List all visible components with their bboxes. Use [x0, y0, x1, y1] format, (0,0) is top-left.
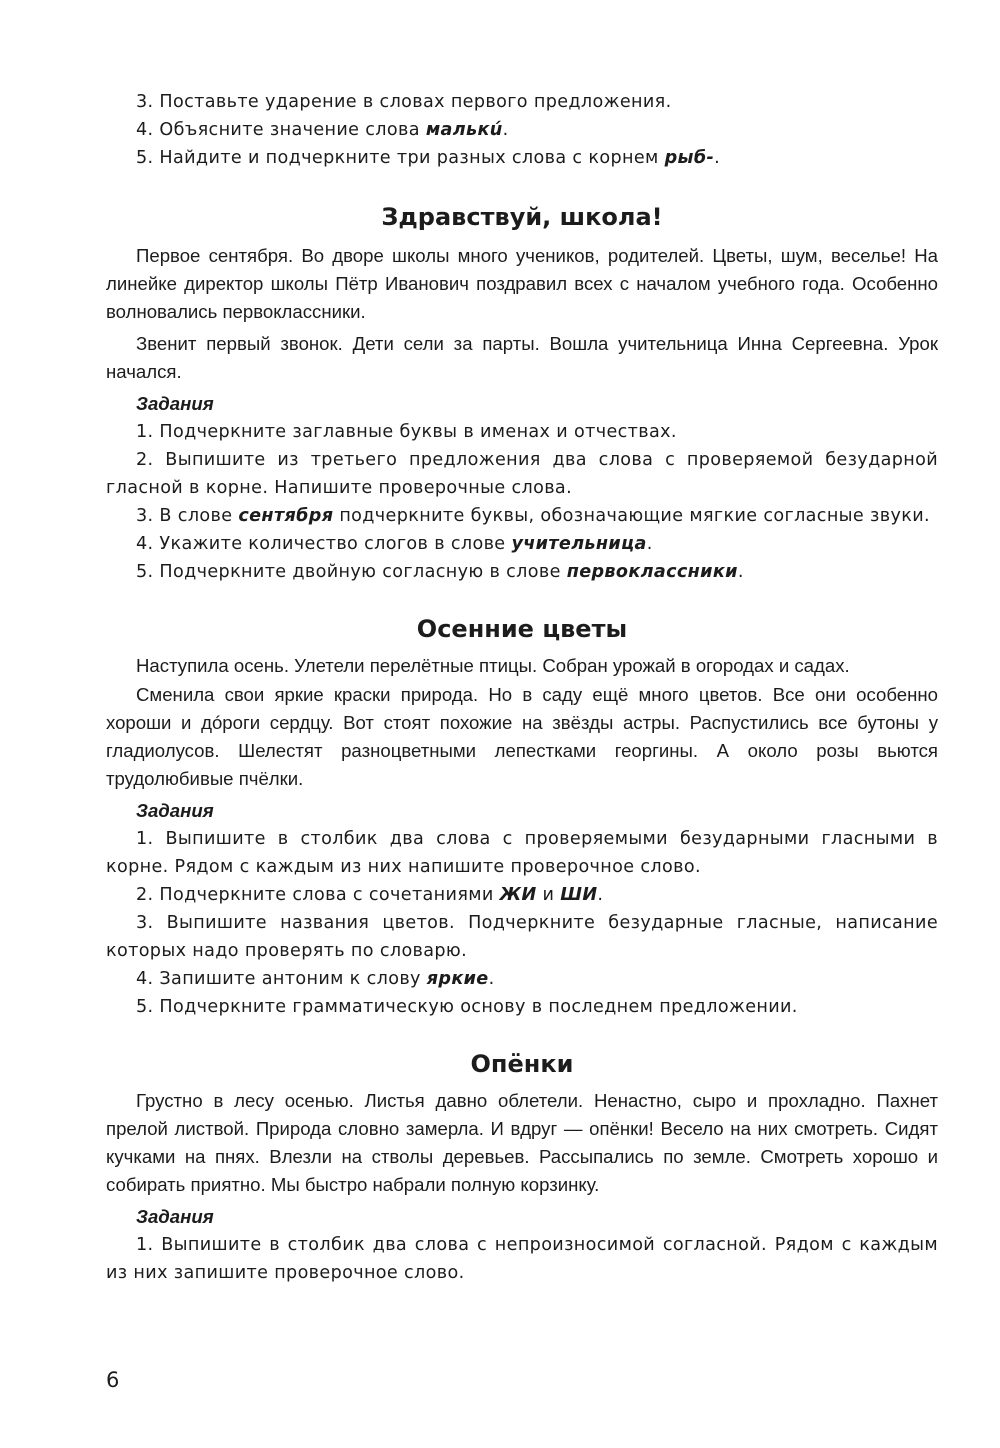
tasks-heading: Задания	[136, 1206, 214, 1227]
task-item: 2. Выпишите из третьего предложения два слова с проверяемой безударной гласной в корне. Напишите проверочные слова.	[106, 450, 938, 498]
paragraph: Первое сентября. Во дворе школы много учеников, родителей. Цветы, шум, веселье! На линейке директор школы Пётр Иванович поздравил всех с началом учебного года. Особенно волновались первоклассники.	[106, 245, 938, 322]
task-item: 3. Поставьте ударение в словах первого предложения.	[136, 92, 672, 112]
tasks-heading: Задания	[136, 800, 214, 821]
highlight-word: сентября	[238, 506, 334, 526]
highlight-word: малькú	[425, 120, 503, 140]
task-item: 3. В слове сентября подчеркните буквы, обозначающие мягкие согласные звуки.	[136, 506, 930, 526]
paragraph: Наступила осень. Улетели перелётные птицы. Собран урожай в огородах и садах.	[136, 655, 850, 676]
paragraph: Сменила свои яркие краски природа. Но в саду ещё много цветов. Все они особенно хороши и дóроги сердцу. Вот стоят похожие на звёзды астры. Распустились все бутоны у гладиолусов. Шелестят разноцветными лепестками георгины. А около розы вьются трудолюбивые пчёлки.	[106, 684, 938, 789]
page-number: 6	[106, 1368, 120, 1392]
highlight-word: первоклассники	[566, 562, 738, 582]
highlight-word: яркие	[426, 969, 489, 989]
paragraph: Звенит первый звонок. Дети сели за парты. Вошла учительница Инна Сергеевна. Урок начался.	[106, 333, 938, 382]
highlight-word: ШИ	[560, 885, 598, 905]
page-content	[106, 88, 938, 1287]
task-item: 5. Найдите и подчеркните три разных слова с корнем рыб-.	[136, 148, 721, 168]
highlight-word: ЖИ	[499, 885, 537, 905]
paragraph: Грустно в лесу осенью. Листья давно облетели. Ненастно, сыро и прохладно. Пахнет прелой листвой. Природа словно замерла. И вдруг — опёнки! Весело на них смотреть. Сидят кучками на пнях. Влезли на стволы деревьев. Рассыпались по земле. Смотреть хорошо и собирать приятно. Мы быстро набрали полную корзинку.	[106, 1090, 938, 1195]
task-item: 4. Объясните значение слова малькú.	[136, 120, 509, 140]
task-item: 1. Выпишите в столбик два слова с проверяемыми безударными гласными в корне. Рядом с каждым из них напишите проверочное слово.	[106, 829, 938, 877]
highlight-word: рыб-	[664, 148, 715, 168]
task-item: 1. Подчеркните заглавные буквы в именах и отчествах.	[136, 422, 677, 442]
section-title: Здравствуй, школа!	[381, 203, 663, 231]
task-item: 4. Укажите количество слогов в слове учительница.	[136, 534, 653, 554]
task-item: 4. Запишите антоним к слову яркие.	[136, 969, 495, 989]
task-item: 1. Выпишите в столбик два слова с непроизносимой согласной. Рядом с каждым из них запишите проверочное слово.	[106, 1235, 938, 1283]
task-item: 5. Подчеркните грамматическую основу в последнем предложении.	[136, 997, 798, 1017]
tasks-heading: Задания	[136, 393, 214, 414]
highlight-word: учительница	[511, 534, 647, 554]
section-title: Опёнки	[470, 1050, 574, 1078]
task-item: 3. Выпишите названия цветов. Подчеркните безударные гласные, написание которых надо проверять по словарю.	[106, 913, 938, 961]
task-item: 5. Подчеркните двойную согласную в слове первоклассники.	[136, 562, 744, 582]
section-title: Осенние цветы	[416, 615, 628, 643]
task-item: 2. Подчеркните слова с сочетаниями ЖИ и ШИ.	[136, 885, 604, 905]
